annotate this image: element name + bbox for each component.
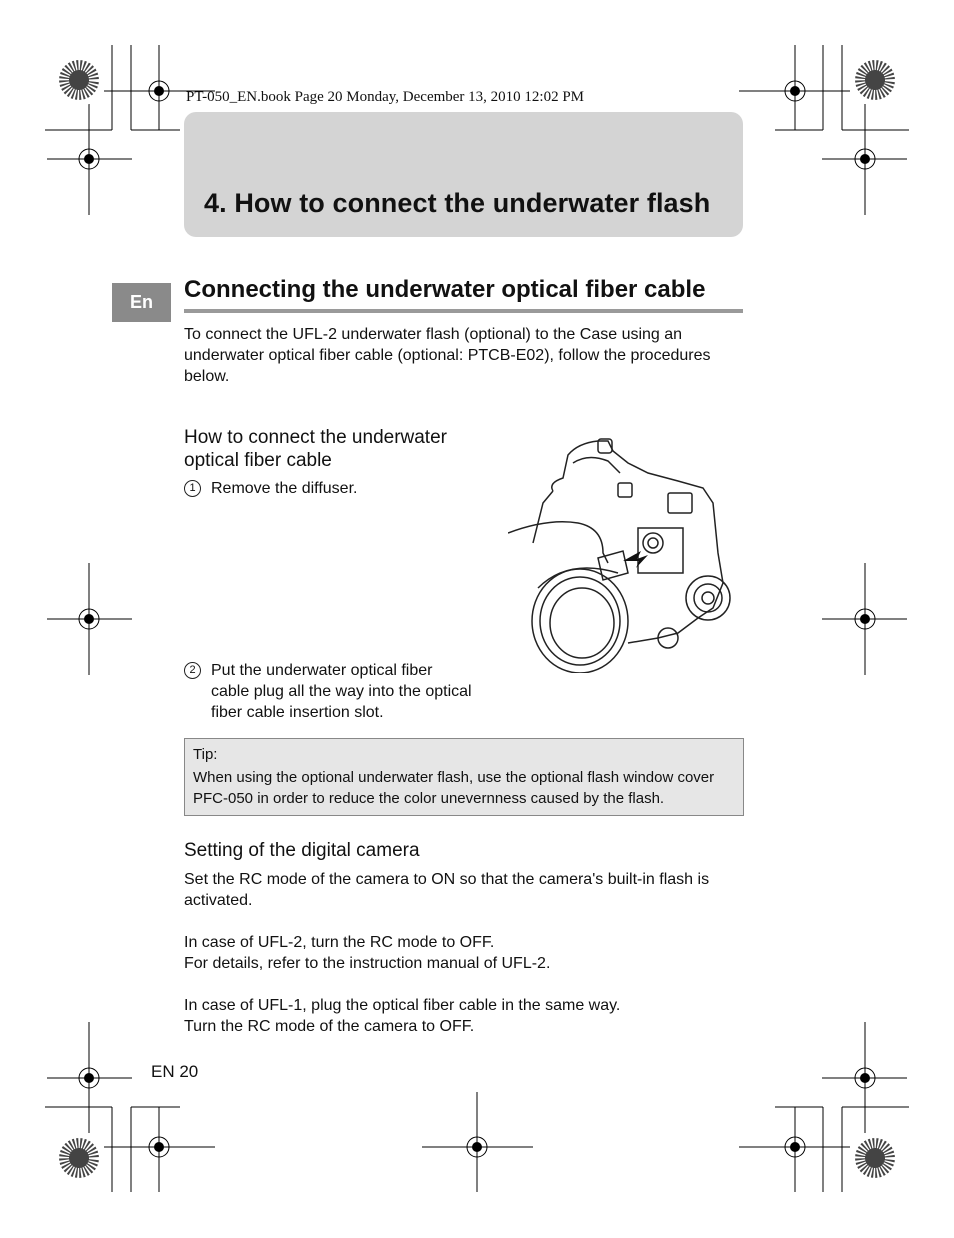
step-text: Remove the diffuser. xyxy=(211,480,358,497)
camera-setting-paragraph-2 xyxy=(184,932,744,974)
procedure-step-2 xyxy=(184,660,474,723)
tip-box xyxy=(184,738,744,816)
step-number: 1 xyxy=(184,480,201,497)
step-number: 2 xyxy=(184,662,201,679)
paragraph-line: Turn the RC mode of the camera to OFF. xyxy=(184,1018,475,1035)
chapter-title: 4. How to connect the underwater flash xyxy=(204,188,711,218)
paragraph-line: For details, refer to the instruction manual of UFL-2. xyxy=(184,955,551,972)
paragraph-line: In case of UFL-2, turn the RC mode to OFF. xyxy=(184,934,495,951)
section-intro: To connect the UFL-2 underwater flash (optional) to the Case using an underwater optical fiber cable (optional: PTCB-E02), follow the procedures below. xyxy=(184,326,711,385)
camera-setting-heading: Setting of the digital camera xyxy=(184,840,420,861)
tip-label: Tip: xyxy=(193,746,218,763)
procedure-heading: How to connect the underwater optical fiber cable xyxy=(184,427,447,471)
language-tab: En xyxy=(112,283,171,322)
section-title: Connecting the underwater optical fiber cable xyxy=(184,276,706,303)
book-file-header: PT-050_EN.book Page 20 Monday, December 13, 2010 12:02 PM xyxy=(186,89,585,105)
procedure-step-1 xyxy=(184,478,484,499)
page-number: EN 20 xyxy=(151,1062,199,1081)
camera-setting-paragraph-1: Set the RC mode of the camera to ON so that the camera's built-in flash is activated. xyxy=(184,871,710,909)
camera-setting-paragraph-3 xyxy=(184,995,744,1037)
section-divider xyxy=(184,309,743,313)
paragraph-line: In case of UFL-1, plug the optical fiber cable in the same way. xyxy=(184,997,621,1014)
step-text: Put the underwater optical fiber cable plug all the way into the optical fiber cable insertion slot. xyxy=(211,662,472,721)
tip-text: When using the optional underwater flash, use the optional flash window cover PFC-050 in order to reduce the color unevernness caused by the flash. xyxy=(193,769,715,807)
underwater-case-illustration xyxy=(508,433,743,673)
